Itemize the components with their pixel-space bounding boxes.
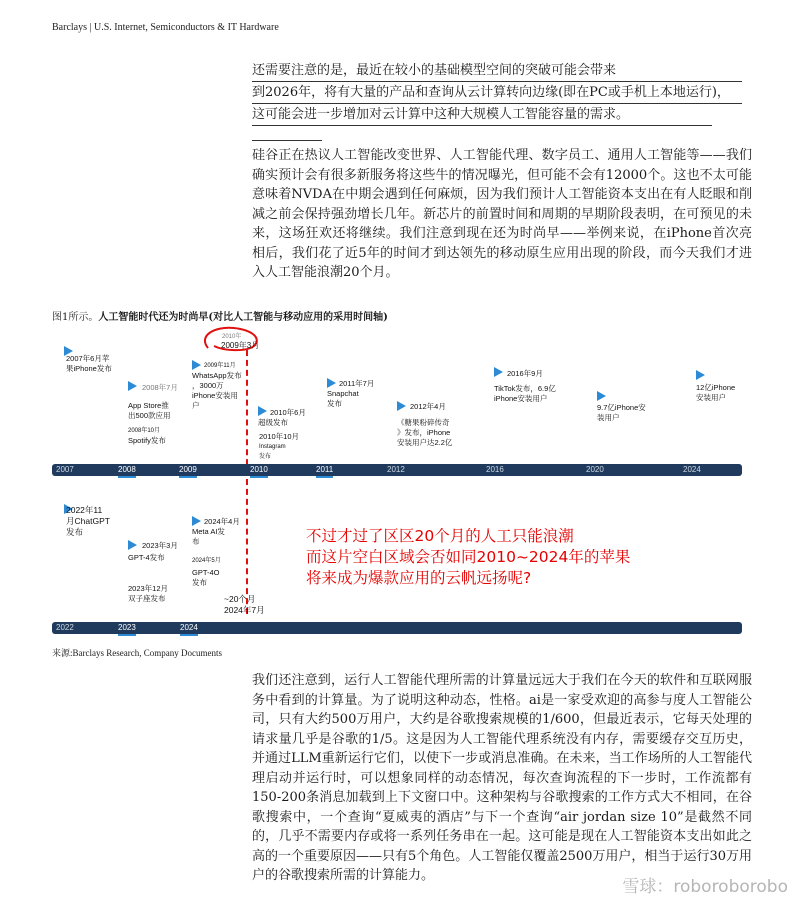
small-year-label: 2010年	[222, 334, 242, 340]
year-tick: 2020	[586, 465, 604, 474]
event-appstore: App Store推 出500款应用	[128, 401, 171, 420]
event-gpt4o: GPT-4O 发布	[192, 568, 220, 587]
event-gemini: 2023年12月 双子座发布	[128, 584, 169, 603]
timeline-bar-mobile	[52, 464, 742, 476]
flag-icon	[494, 367, 503, 377]
red-annotation: 不过才过了区区20个月的人工只能浪潮 而这片空白区域会否如同2010~2024年的苹果 将来成为爆款应用的云帆远扬呢?	[306, 527, 631, 587]
event-date: 2008年7月	[142, 383, 178, 392]
flag-icon	[192, 360, 201, 370]
event-whatsapp: WhatsApp发布 ，3000万 iPhone安装用 户	[192, 371, 242, 410]
year-tick: 2011	[316, 465, 334, 474]
event-date: 2010年10月	[259, 432, 300, 441]
watermark: 雪球：roboroborobo	[622, 877, 788, 897]
figure-title: 人工智能时代还为时尚早(对比人工智能与移动应用的采用时间轴)	[98, 312, 388, 323]
dashed-marker-line	[246, 350, 248, 614]
event-candycrush: 《糖果粉碎传奇 》发布，iPhone 安装用户达2.2亿	[397, 418, 453, 447]
year-tick: 2010	[250, 465, 268, 474]
quote-line: 还需要注意的是，最近在较小的基础模型空间的突破可能会带来	[252, 60, 742, 82]
quote-line: 到2026年，将有大量的产品和查询从云计算转向边缘(即在PC或手机上本地运行)，	[252, 82, 742, 104]
event-metaai: 2024年4月 Meta AI发 布	[192, 517, 240, 546]
event-date: 2024年5月	[192, 558, 221, 564]
figure-source: 来源:Barclays Research, Company Documents	[52, 648, 222, 658]
year-tick: 2023	[118, 623, 136, 632]
flag-icon	[696, 370, 705, 380]
event-970m: 9.7亿iPhone安 装用户	[597, 403, 646, 422]
paragraph-2: 我们还注意到，运行人工智能代理所需的计算量远远大于我们在今天的软件和互联网服务中看到的计算量。为了说明这种动态，性格。ai是一家受欢迎的高参与度人工智能公司，只有大约500万用户，大约是谷歌搜索规模的1/600，但最近表示，它每天处理的请求量几乎是谷歌的1/5。这是因为人工智能代理系统没有内存，需要缓存交互历史，并通过LLM重新运行它们，以使下一步或消息准确。在未来，当工作场所的人工智能代理启动并运行时，可以想象同样的动态情况，每次查询流程的下一步时，工作流都有150-200条消息加载到上下文窗口中。这种架构与谷歌搜索的工作方式大不相同，在谷歌搜索中，一个查询“夏威夷的酒店”与下一个查询“air jordan size 10”是截然不同的，几乎不需要内存或将一系列任务串在一起。这可能是现在人工智能资本支出如此之高的一个重要原因——只有5个角色。人工智能仅覆盖2500万用户，相当于运行30万用户的谷歌搜索所需的计算能力。	[252, 673, 752, 883]
quote-line-end	[252, 126, 322, 141]
flag-icon	[397, 401, 406, 411]
year-tick: 2009	[179, 465, 197, 474]
figure-caption	[52, 308, 388, 323]
event-chatgpt: 2022年11 月ChatGPT 发布	[66, 505, 110, 537]
event-1200m: 12亿iPhone 安装用户	[696, 383, 736, 402]
event-instagram: Instagram 发布	[259, 444, 286, 460]
timeline-bar-ai	[52, 622, 742, 634]
flag-icon	[597, 391, 606, 401]
year-tick: 2007	[56, 465, 74, 474]
figure-prefix: 图1所示。	[52, 312, 99, 323]
event-date: 2008年10月	[128, 428, 161, 434]
event-date: 2016年9月	[507, 369, 543, 378]
year-tick: 2024	[683, 465, 701, 474]
page-header: Barclays | U.S. Internet, Semiconductors & IT Hardware	[52, 22, 279, 33]
quote-block	[252, 60, 742, 141]
event-gpt4: GPT-4发布	[128, 553, 165, 562]
handwritten-date: 2009年3月	[221, 341, 260, 350]
flag-icon	[128, 381, 137, 391]
year-tick: 2022	[56, 623, 74, 632]
event-tiktok: TikTok发布，6.9亿 iPhone安装用户	[494, 384, 556, 403]
event-superlaunch: 2010年6月 超级发布	[258, 408, 306, 427]
year-tick: 2008	[118, 465, 136, 474]
event-date: 2012年4月	[410, 402, 446, 411]
event-snapchat: 2011年7月 Snapchat 发布	[327, 379, 375, 408]
flag-icon	[128, 540, 137, 550]
paragraph-1: 硅谷正在热议人工智能改变世界、人工智能代理、数字员工、通用人工智能等——我们确实预计会有很多新服务将这些牛的情况曝光，但可能不会有12000个。这也不太可能意味着NVDA在中期会遇到任何麻烦，因为我们预计人工智能资本支出在有人眨眼和削减之前会保持强劲增长几年。新芯片的前置时间和周期的早期阶段表明，在可预见的未来，这场狂欢还将继续。我们注意到现在还为时尚早——举例来说，在iPhone首次亮相后，我们花了近5年的时间才到达领先的移动原生应用出现的阶段，而今天我们才进入人工智能浪潮20个月。	[252, 148, 752, 280]
quote-line: 这可能会进一步增加对云计算中这种大规模人工智能容量的需求。	[252, 104, 712, 126]
year-tick: 2012	[387, 465, 405, 474]
event-20-months: ~20个月 2024年7月	[224, 594, 265, 615]
year-tick: 2016	[486, 465, 504, 474]
event-spotify: Spotify发布	[128, 436, 166, 445]
event-date: 2023年3月	[142, 541, 178, 550]
year-tick: 2024	[180, 623, 198, 632]
event-iphone: 2007年6月苹 果iPhone发布	[66, 354, 112, 373]
event-date: 2009年11月	[204, 363, 236, 369]
